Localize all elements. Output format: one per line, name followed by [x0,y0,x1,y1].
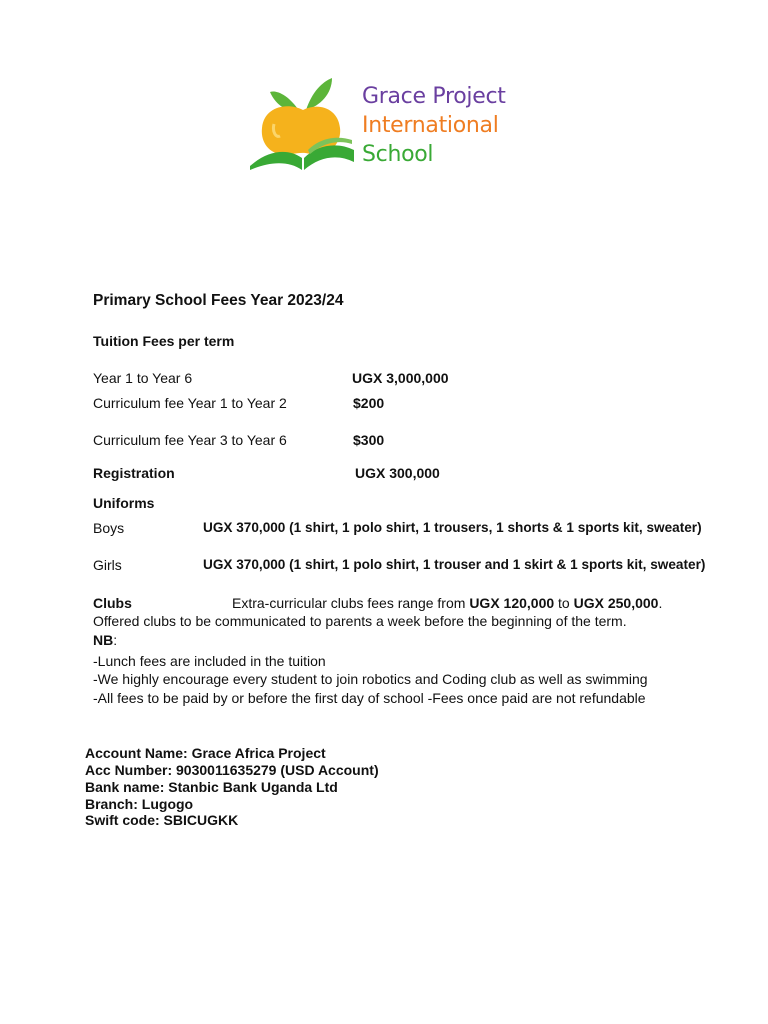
logo-line-3: School [362,142,434,167]
tuition-row-label: Curriculum fee Year 3 to Year 6 [93,432,287,448]
school-logo [248,74,528,174]
uniform-girls-label: Girls [93,557,122,573]
apple-book-icon [248,74,358,174]
bank-swift-code: Swift code: SBICUGKK [85,812,239,828]
bank-account-name: Account Name: Grace Africa Project [85,745,326,761]
logo-line-1: Grace Project [362,84,506,109]
clubs-fee-max: UGX 250,000 [573,595,659,611]
bank-account-number: Acc Number: 9030011635279 (USD Account) [85,762,379,778]
clubs-fee-range: Extra-curricular clubs fees range from UGX 120,000 to UGX 250,000. [232,595,663,611]
nb-item: -We highly encourage every student to join robotics and Coding club as well as swimming [93,671,648,687]
tuition-row-value: $300 [353,432,385,448]
tuition-row-value: UGX 3,000,000 [352,370,449,386]
bank-branch: Branch: Lugogo [85,796,194,812]
uniform-boys-label: Boys [93,520,125,536]
bank-name: Bank name: Stanbic Bank Uganda Ltd [85,779,338,795]
uniforms-heading: Uniforms [93,495,155,511]
nb-item: -Lunch fees are included in the tuition [93,653,326,669]
clubs-note: Offered clubs to be communicated to parents a week before the beginning of the term. [93,613,627,629]
tuition-heading: Tuition Fees per term [93,333,235,349]
nb-label: NB: [93,632,118,648]
tuition-row-label: Year 1 to Year 6 [93,370,193,386]
uniform-girls-value: UGX 370,000 (1 shirt, 1 polo shirt, 1 trouser and 1 skirt & 1 sports kit, sweater) [203,557,706,572]
tuition-row-label: Curriculum fee Year 1 to Year 2 [93,395,287,411]
tuition-row-value: $200 [353,395,385,411]
page-title: Primary School Fees Year 2023/24 [93,292,344,309]
logo-line-2: International [362,113,499,138]
nb-item: -All fees to be paid by or before the first day of school -Fees once paid are not refundable [93,690,646,706]
uniform-boys-value: UGX 370,000 (1 shirt, 1 polo shirt, 1 trousers, 1 shorts & 1 sports kit, sweater) [203,520,702,535]
clubs-fee-min: UGX 120,000 [469,595,555,611]
registration-label: Registration [93,465,175,481]
registration-value: UGX 300,000 [355,465,440,481]
clubs-label: Clubs [93,595,132,611]
